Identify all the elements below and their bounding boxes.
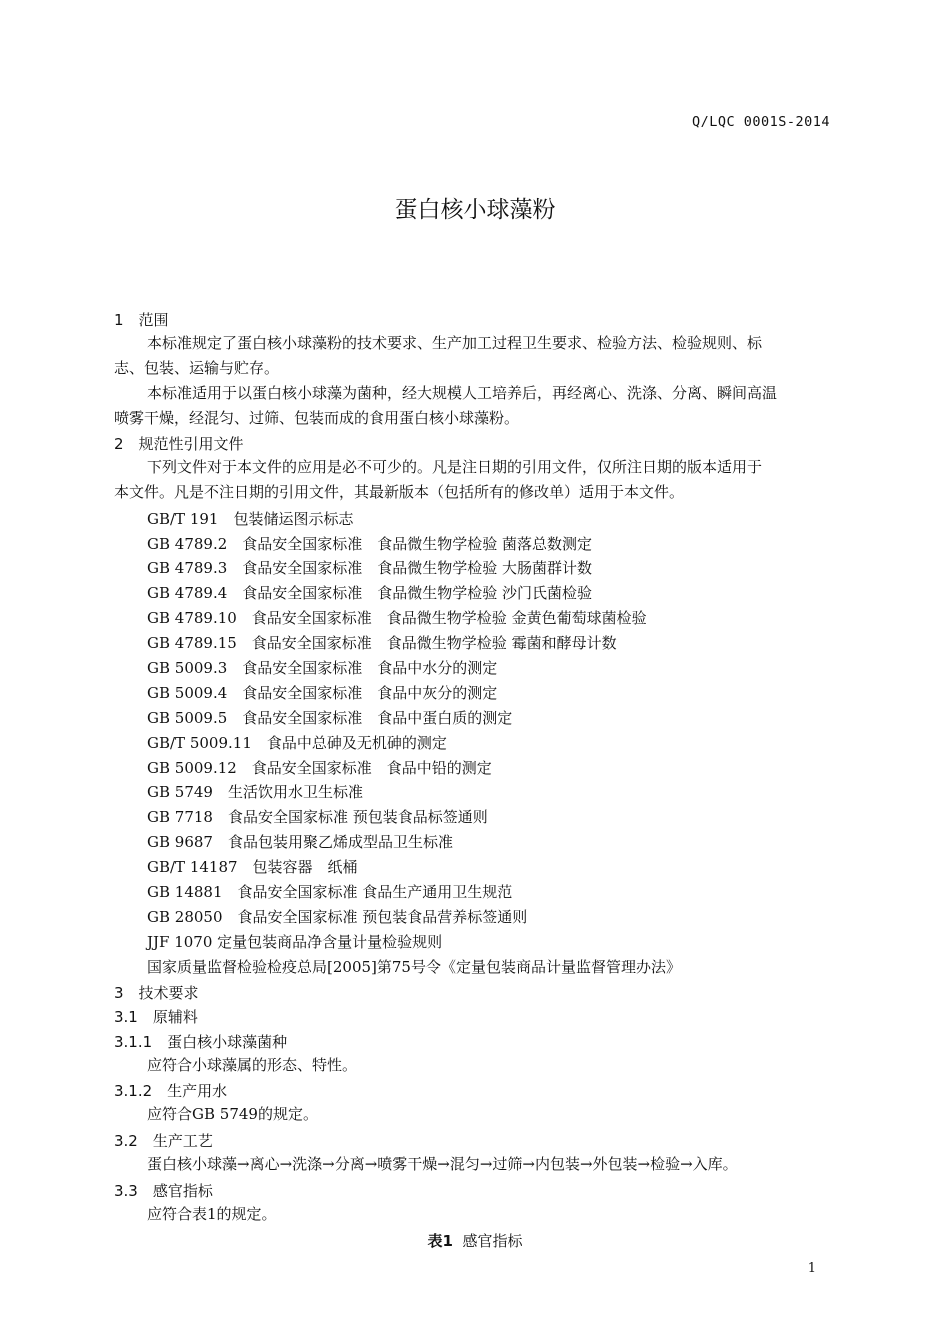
section-3-3-text: 应符合表1的规定。 bbox=[147, 1205, 277, 1223]
section-3-1-1-heading: 3.1.1 蛋白核小球藻菌种 bbox=[114, 1033, 288, 1051]
table-caption-title: 感官指标 bbox=[462, 1232, 523, 1250]
reference-item: 国家质量监督检验检疫总局[2005]第75号令《定量包装商品计量监督管理办法》 bbox=[147, 958, 681, 976]
refs-intro-line1: 下列文件对于本文件的应用是必不可少的。凡是注日期的引用文件，仅所注日期的版本适用于 bbox=[147, 458, 763, 476]
reference-item: GB/T 191 包装储运图示标志 bbox=[147, 510, 354, 528]
section-1-heading: 1 范围 bbox=[114, 311, 169, 329]
document-title: 蛋白核小球藻粉 bbox=[394, 197, 556, 223]
reference-item: GB 5749 生活饮用水卫生标准 bbox=[147, 783, 363, 801]
section-3-1-2-heading: 3.1.2 生产用水 bbox=[114, 1082, 228, 1100]
section-3-heading: 3 技术要求 bbox=[114, 984, 199, 1002]
reference-item: JJF 1070 定量包装商品净含量计量检验规则 bbox=[147, 933, 443, 951]
section-3-1-heading: 3.1 原辅料 bbox=[114, 1008, 198, 1026]
reference-item: GB 4789.4 食品安全国家标准 食品微生物学检验 沙门氏菌检验 bbox=[147, 584, 593, 602]
standard-code: Q/LQC 0001S-2014 bbox=[691, 114, 830, 130]
reference-item: GB 4789.2 食品安全国家标准 食品微生物学检验 菌落总数测定 bbox=[147, 535, 593, 553]
section-2-heading: 2 规范性引用文件 bbox=[114, 435, 244, 453]
refs-intro-line2: 本文件。凡是不注日期的引用文件，其最新版本（包括所有的修改单）适用于本文件。 bbox=[114, 483, 685, 501]
page-number: 1 bbox=[807, 1261, 816, 1276]
reference-item: GB 5009.5 食品安全国家标准 食品中蛋白质的测定 bbox=[147, 709, 513, 727]
reference-item: GB 5009.3 食品安全国家标准 食品中水分的测定 bbox=[147, 659, 498, 677]
reference-item: GB 4789.3 食品安全国家标准 食品微生物学检验 大肠菌群计数 bbox=[147, 559, 593, 577]
reference-item: GB 5009.4 食品安全国家标准 食品中灰分的测定 bbox=[147, 684, 498, 702]
scope-para1-line1: 本标准规定了蛋白核小球藻粉的技术要求、生产加工过程卫生要求、检验方法、检验规则、标 bbox=[147, 334, 763, 352]
scope-para2-line1: 本标准适用于以蛋白核小球藻为菌种，经大规模人工培养后，再经离心、洗涤、分离、瞬间高温 bbox=[147, 384, 778, 402]
section-3-3-heading: 3.3 感官指标 bbox=[114, 1182, 213, 1200]
reference-item: GB 14881 食品安全国家标准 食品生产通用卫生规范 bbox=[147, 883, 513, 901]
reference-item: GB 4789.10 食品安全国家标准 食品微生物学检验 金黄色葡萄球菌检验 bbox=[147, 609, 647, 627]
reference-item: GB 5009.12 食品安全国家标准 食品中铅的测定 bbox=[147, 759, 492, 777]
section-3-1-1-text: 应符合小球藻属的形态、特性。 bbox=[147, 1056, 358, 1074]
reference-item: GB 7718 食品安全国家标准 预包装食品标签通则 bbox=[147, 808, 488, 826]
reference-item: GB 28050 食品安全国家标准 预包装食品营养标签通则 bbox=[147, 908, 528, 926]
table-caption bbox=[0, 1230, 950, 1251]
reference-item: GB 4789.15 食品安全国家标准 食品微生物学检验 霉菌和酵母计数 bbox=[147, 634, 617, 652]
scope-para2-line2: 喷雾干燥，经混匀、过筛、包装而成的食用蛋白核小球藻粉。 bbox=[114, 409, 520, 427]
table-caption-label: 表1 bbox=[427, 1232, 453, 1250]
reference-item: GB/T 5009.11 食品中总砷及无机砷的测定 bbox=[147, 734, 447, 752]
scope-para1-line2: 志、包装、运输与贮存。 bbox=[114, 359, 280, 377]
reference-item: GB/T 14187 包装容器 纸桶 bbox=[147, 858, 358, 876]
section-3-1-2-text: 应符合GB 5749的规定。 bbox=[147, 1105, 318, 1123]
section-3-2-heading: 3.2 生产工艺 bbox=[114, 1132, 213, 1150]
process-flow-text: 蛋白核小球藻→离心→洗涤→分离→喷雾干燥→混匀→过筛→内包装→外包装→检验→入库。 bbox=[147, 1155, 738, 1173]
reference-item: GB 9687 食品包装用聚乙烯成型品卫生标准 bbox=[147, 833, 453, 851]
